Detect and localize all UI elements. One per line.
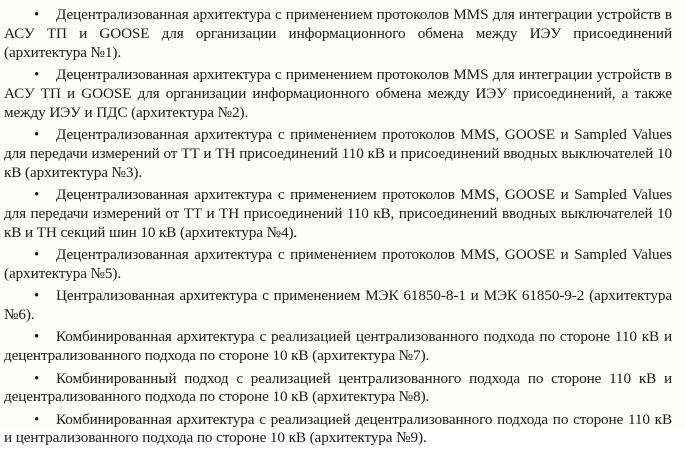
list-item-text: Комбинированный подход с реализацией централизованного подхода по стороне 110 кВ и децентрализованного подхода по стороне 10 кВ (архитектура №8). <box>4 369 672 406</box>
list-item: • Децентрализованная архитектура с применением протоколов MMS, GOOSE и Sampled Values для передачи измерений от ТТ и ТН присоединений 110 кВ и присоединений вводных выключателей 10 кВ (архитектура №3). <box>4 125 672 181</box>
list-item-text: Комбинированная архитектура с реализацией децентрализованного подхода по стороне 110 кВ и централизованного подхода по стороне 10 кВ (архитектура №9). <box>4 410 672 447</box>
list-item-text: Комбинированная архитектура с реализацией централизованного подхода по стороне 110 кВ и децентрализованного подхода по стороне 10 кВ (архитектура №7). <box>4 328 672 365</box>
list-item: • Децентрализованная архитектура с применением протоколов MMS, GOOSE и Sampled Values для передачи измерений от ТТ и ТН присоединений 110 кВ, присоединений вводных выключателей 10 кВ и ТН секций шин 10 кВ (архитектура №4). <box>4 185 672 241</box>
list-item-text: Децентрализованная архитектура с применением протоколов MMS, GOOSE и Sampled Values (архитектура №5). <box>4 245 672 282</box>
list-item: • Централизованная архитектура с применением МЭК 61850-8-1 и МЭК 61850-9-2 (архитектура №6). <box>4 287 672 323</box>
list-item-text: Децентрализованная архитектура с применением протоколов MMS для интеграции устройств в АСУ ТП и GOOSE для организации информационного обмена между ИЭУ присоединений, а также между ИЭУ и ПДС (архитектура №2). <box>4 65 672 121</box>
list-item-text: Централизованная архитектура с применением МЭК 61850-8-1 и МЭК 61850-9-2 (архитектура №6). <box>4 287 672 323</box>
list-item-text: Децентрализованная архитектура с применением протоколов MMS, GOOSE и Sampled Values для передачи измерений от ТТ и ТН присоединений 110 кВ и присоединений вводных выключателей 10 кВ (архитектура №3). <box>4 125 672 181</box>
list-item: • Комбинированный подход с реализацией централизованного подхода по стороне 110 кВ и децентрализованного подхода по стороне 10 кВ (архитектура №8). <box>4 369 672 406</box>
architecture-list <box>4 6 672 452</box>
list-item-text: Децентрализованная архитектура с применением протоколов MMS для интеграции устройств в АСУ ТП и GOOSE для организации информационного обмена между ИЭУ присоединений (архитектура №1). <box>4 6 672 61</box>
list-item: • Комбинированная архитектура с реализацией децентрализованного подхода по стороне 110 кВ и централизованного подхода по стороне 10 кВ (архитектура №9). <box>4 410 672 447</box>
list-item: • Децентрализованная архитектура с применением протоколов MMS для интеграции устройств в АСУ ТП и GOOSE для организации информационного обмена между ИЭУ присоединений (архитектура №1). <box>4 6 672 61</box>
list-item: • Децентрализованная архитектура с применением протоколов MMS для интеграции устройств в АСУ ТП и GOOSE для организации информационного обмена между ИЭУ присоединений, а также между ИЭУ и ПДС (архитектура №2). <box>4 65 672 121</box>
list-item: • Децентрализованная архитектура с применением протоколов MMS, GOOSE и Sampled Values (архитектура №5). <box>4 245 672 282</box>
list-item-text: Децентрализованная архитектура с применением протоколов MMS, GOOSE и Sampled Values для передачи измерений от ТТ и ТН присоединений 110 кВ, присоединений вводных выключателей 10 кВ и ТН секций шин 10 кВ (архитектура №4). <box>4 185 672 241</box>
list-item: • Комбинированная архитектура с реализацией централизованного подхода по стороне 110 кВ и децентрализованного подхода по стороне 10 кВ (архитектура №7). <box>4 328 672 365</box>
